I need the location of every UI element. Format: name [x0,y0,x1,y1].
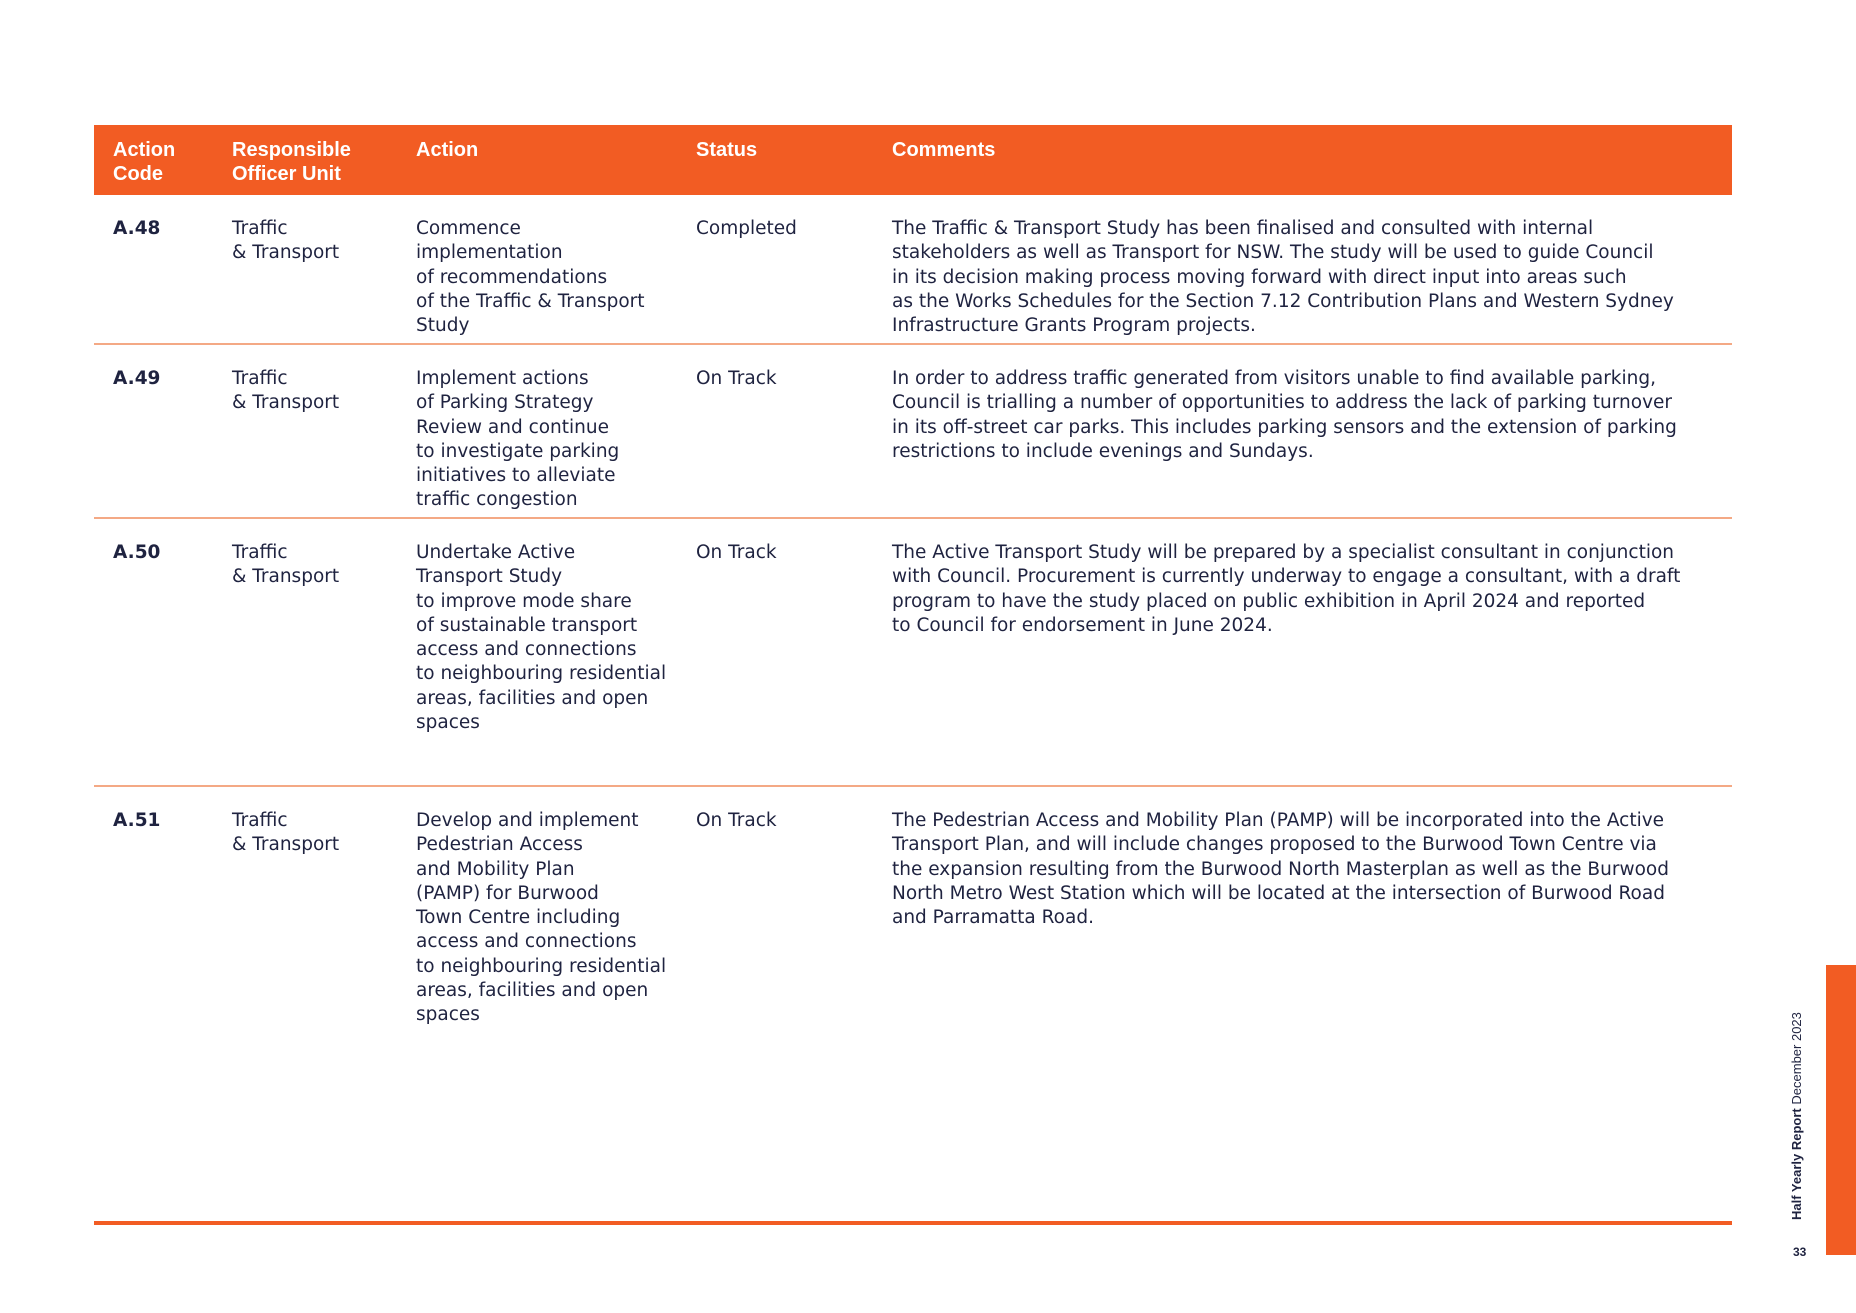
responsible-unit: Traffic & Transport [232,810,340,856]
comments-text: In order to address traffic generated from visitors unable to find available parking, Council is trialling a number of opportunities to address the lack of parking turnover in its off-street car parks. This includes parking sensors and the extension of parking restrictions to include evenings and Sundays. [892,368,1677,462]
status-text: On Track [696,368,777,389]
table-header [94,125,1732,195]
running-footer [1789,1012,1804,1220]
side-tab-accent [1826,965,1856,1255]
table-bottom-rule [94,1221,1732,1225]
action-text: Develop and implement Pedestrian Access and Mobility Plan (PAMP) for Burwood Town Centre including access and connections to neighbouring residential areas, facilities and open spaces [416,810,667,1026]
responsible-unit: Traffic & Transport [232,218,340,264]
header-action-code: Action Code [113,139,176,185]
table-row [94,787,1732,1217]
responsible-unit: Traffic & Transport [232,368,340,414]
action-code: A.49 [113,368,161,389]
action-text: Commence implementation of recommendations of the Traffic & Transport Study [416,218,645,337]
report-title: Half Yearly Report [1789,1108,1804,1220]
table-row [94,345,1732,519]
status-text: Completed [696,218,797,239]
action-code: A.48 [113,218,161,239]
action-code: A.51 [113,810,161,831]
header-responsible-officer-unit: Responsible Officer Unit [232,139,351,185]
status-text: On Track [696,542,777,563]
header-action: Action [416,139,479,161]
comments-text: The Traffic & Transport Study has been finalised and consulted with internal stakeholders as well as Transport for NSW. The study will be used to guide Council in its decision making process moving forward with direct input into areas such as the Works Schedules for the Section 7.12 Contribution Plans and Western Sydney Infrastructure Grants Program projects. [892,218,1674,337]
action-table [94,125,1732,1217]
header-comments: Comments [892,139,996,161]
status-text: On Track [696,810,777,831]
action-text: Implement actions of Parking Strategy Review and continue to investigate parking initiatives to alleviate traffic congestion [416,368,620,511]
report-date: December 2023 [1789,1012,1804,1105]
action-code: A.50 [113,542,161,563]
action-text: Undertake Active Transport Study to improve mode share of sustainable transport access and connections to neighbouring residential areas, facilities and open spaces [416,542,667,734]
table-row [94,519,1732,787]
page-number: 33 [1793,1245,1807,1259]
responsible-unit: Traffic & Transport [232,542,340,588]
header-status: Status [696,139,758,161]
comments-text: The Pedestrian Access and Mobility Plan (PAMP) will be incorporated into the Active Transport Plan, and will include changes proposed to the Burwood Town Centre via the expansion resulting from the Burwood North Masterplan as well as the Burwood North Metro West Station which will be located at the intersection of Burwood Road and Parramatta Road. [892,810,1669,929]
comments-text: The Active Transport Study will be prepared by a specialist consultant in conjunction with Council. Procurement is currently underway to engage a consultant, with a draft program to have the study placed on public exhibition in April 2024 and reported to Council for endorsement in June 2024. [892,542,1681,636]
table-row [94,195,1732,345]
